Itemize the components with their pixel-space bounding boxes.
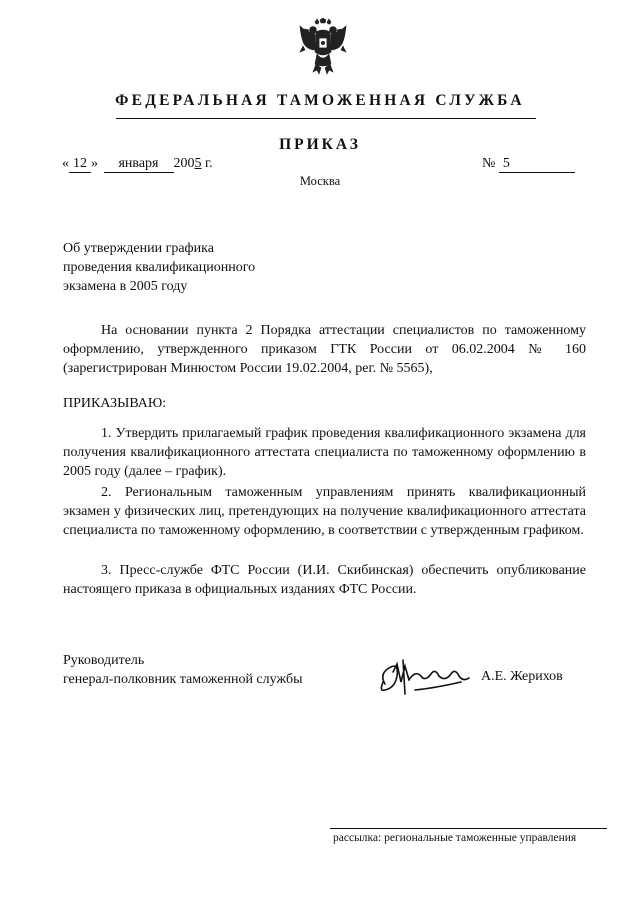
signer-title-line: генерал-полковник таможенной службы xyxy=(63,672,303,687)
preamble-text: На основании пункта 2 Порядка аттестации специалистов по таможенному оформлению, утвержденного приказом ГТК России от 06.02.2004 № 160 (зарегистрирован Минюстом России 19.02.2004, рег. № 5565), xyxy=(63,323,586,376)
signer-title xyxy=(63,651,302,689)
signer-title-line: Руководитель xyxy=(63,653,145,668)
order-item-2 xyxy=(63,483,586,540)
date-open-quote: « xyxy=(62,156,69,171)
number-sign: № xyxy=(482,156,496,171)
preamble-paragraph xyxy=(63,321,586,378)
number-value: 5 xyxy=(499,156,575,173)
header-divider xyxy=(116,118,536,119)
document-date xyxy=(62,156,213,173)
signer-name: А.Е. Жерихов xyxy=(481,669,563,684)
order-word: ПРИКАЗЫВАЮ: xyxy=(63,396,167,411)
distribution-note: рассылка: региональные таможенные управления xyxy=(333,832,577,844)
document-number xyxy=(482,156,575,173)
date-close-quote: » xyxy=(91,156,98,171)
double-headed-eagle-icon xyxy=(298,18,348,76)
subject-line: Об утверждении графика xyxy=(63,241,214,256)
subject-line: проведения квалификационного xyxy=(63,260,256,275)
footer-divider xyxy=(330,828,607,829)
organization-title: ФЕДЕРАЛЬНАЯ ТАМОЖЕННАЯ СЛУЖБА xyxy=(115,92,525,109)
date-day: 12 xyxy=(69,156,91,173)
document-subject xyxy=(63,239,255,296)
date-year-abbr: г. xyxy=(205,156,213,171)
document-type: ПРИКАЗ xyxy=(279,136,361,153)
date-year-suffix: 5 xyxy=(194,156,202,171)
order-item-text: 2. Региональным таможенным управлениям принять квалификационный экзамен у физических лиц, претендующих на получение квалификационного аттестата специалиста по таможенному оформлению, в соответствии с утвержденным графиком. xyxy=(63,485,586,538)
subject-line: экзамена в 2005 году xyxy=(63,279,188,294)
handwritten-signature-icon xyxy=(375,652,475,698)
order-item-text: 1. Утвердить прилагаемый график проведения квалификационного экзамена для получения квалификационного аттестата специалиста по таможенному оформлению в 2005 году (далее – график). xyxy=(63,426,586,479)
document-city: Москва xyxy=(299,174,341,188)
date-year-prefix: 200 xyxy=(173,156,195,171)
order-item-1 xyxy=(63,424,586,481)
order-item-text: 3. Пресс-службе ФТС России (И.И. Скибинская) обеспечить опубликование настоящего приказа в официальных изданиях ФТС России. xyxy=(63,563,586,597)
date-month: января xyxy=(104,156,174,173)
order-item-3 xyxy=(63,561,586,599)
